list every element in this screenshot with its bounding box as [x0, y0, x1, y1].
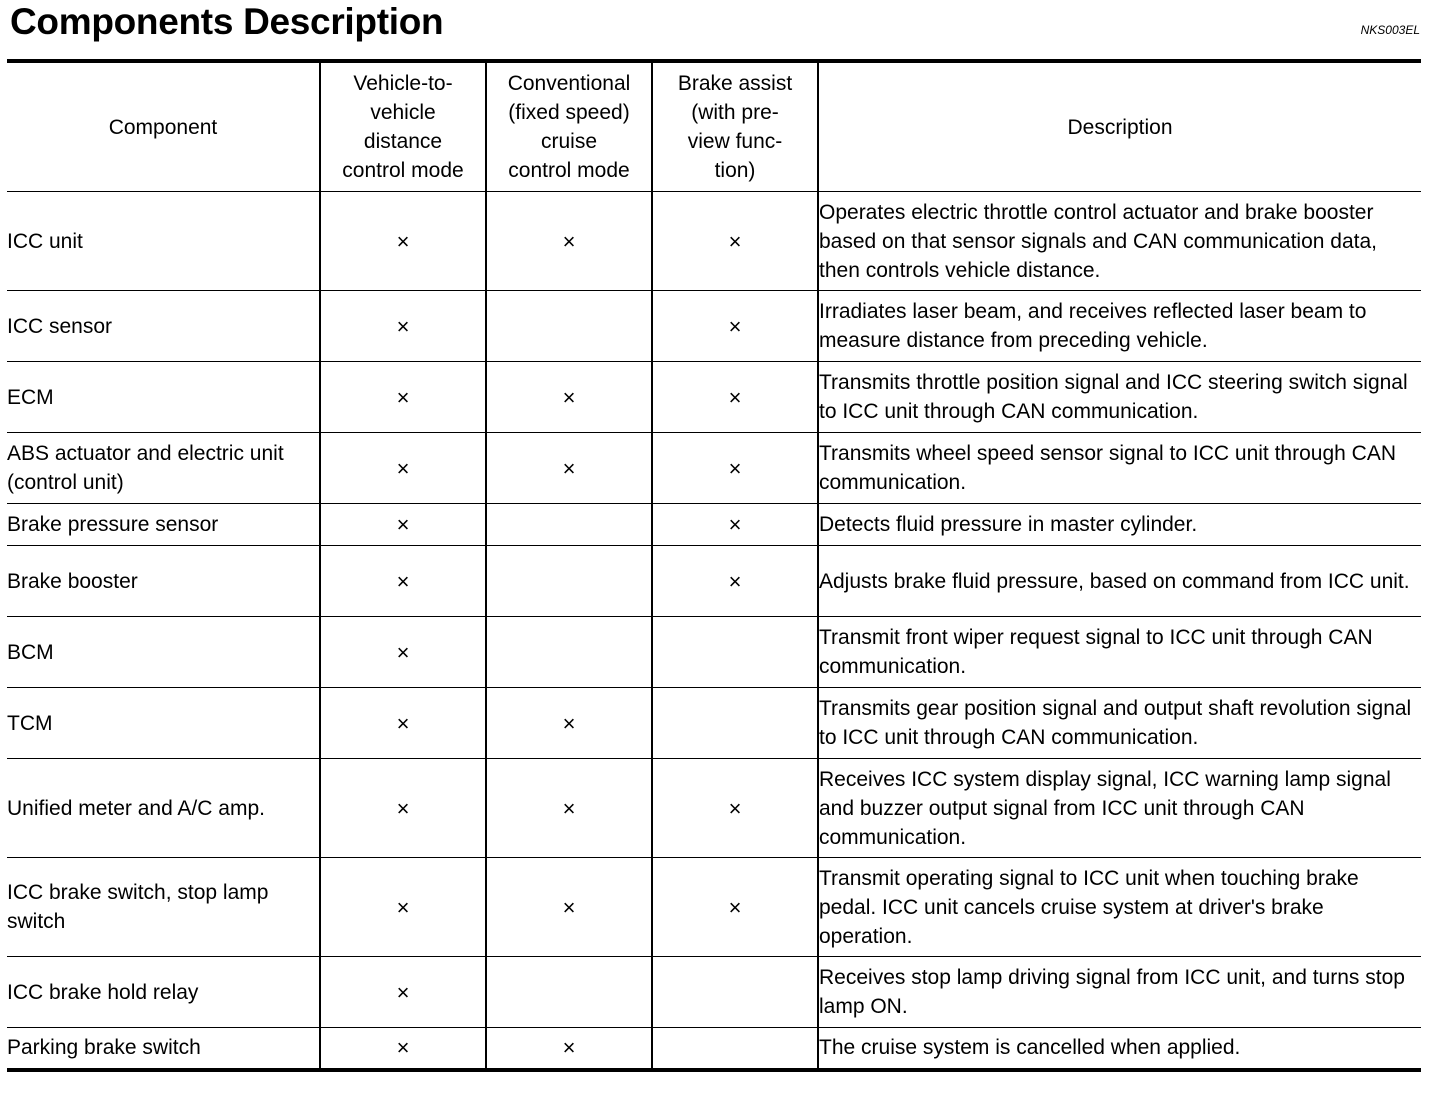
- conventional-mark: ×: [486, 192, 652, 291]
- brake-assist-mark: [652, 617, 818, 688]
- header-line: cruise: [540, 130, 598, 153]
- component-cell: TCM: [7, 688, 320, 759]
- vehicle-distance-mark: ×: [320, 504, 486, 546]
- description-cell: Transmits wheel speed sensor signal to ICC unit through CAN communication.: [818, 433, 1421, 504]
- header-line: control mode: [508, 159, 630, 182]
- header-description: Description: [818, 61, 1421, 192]
- document-code: NKS003EL: [1360, 23, 1420, 37]
- header-line: (with pre-: [691, 101, 779, 124]
- conventional-mark: ×: [486, 362, 652, 433]
- table-row: [7, 1028, 1421, 1070]
- table-row: [7, 433, 1421, 504]
- component-cell: ICC brake switch, stop lamp switch: [7, 858, 320, 957]
- vehicle-distance-mark: ×: [320, 617, 486, 688]
- vehicle-distance-mark: ×: [320, 192, 486, 291]
- component-cell: Unified meter and A/C amp.: [7, 759, 320, 858]
- vehicle-distance-mark: ×: [320, 1028, 486, 1070]
- conventional-mark: [486, 291, 652, 362]
- component-cell: BCM: [7, 617, 320, 688]
- description-cell: Transmit operating signal to ICC unit when touching brake pedal. ICC unit cancels cruise system at driver's brake operation.: [818, 858, 1421, 957]
- component-cell: ICC brake hold relay: [7, 957, 320, 1028]
- conventional-mark: ×: [486, 433, 652, 504]
- header-line: distance: [363, 130, 443, 153]
- description-cell: Transmit front wiper request signal to ICC unit through CAN communication.: [818, 617, 1421, 688]
- brake-assist-mark: ×: [652, 858, 818, 957]
- table-row: [7, 759, 1421, 858]
- header-component: Component: [7, 61, 320, 192]
- description-cell: Receives ICC system display signal, ICC warning lamp signal and buzzer output signal from ICC unit through CAN communication.: [818, 759, 1421, 858]
- component-cell: ICC unit: [7, 192, 320, 291]
- conventional-mark: [486, 504, 652, 546]
- header-line: vehicle: [370, 101, 436, 124]
- brake-assist-mark: ×: [652, 759, 818, 858]
- header-line: tion): [714, 159, 756, 182]
- vehicle-distance-mark: ×: [320, 957, 486, 1028]
- conventional-mark: ×: [486, 858, 652, 957]
- description-cell: Receives stop lamp driving signal from ICC unit, and turns stop lamp ON.: [818, 957, 1421, 1028]
- table-row: [7, 858, 1421, 957]
- vehicle-distance-mark: ×: [320, 688, 486, 759]
- conventional-mark: [486, 957, 652, 1028]
- vehicle-distance-mark: ×: [320, 433, 486, 504]
- description-cell: Adjusts brake fluid pressure, based on command from ICC unit.: [818, 546, 1421, 617]
- vehicle-distance-mark: ×: [320, 546, 486, 617]
- vehicle-distance-mark: ×: [320, 362, 486, 433]
- component-cell: Parking brake switch: [7, 1028, 320, 1070]
- header-line: Vehicle-to-: [353, 72, 453, 95]
- table-row: [7, 957, 1421, 1028]
- description-cell: Transmits gear position signal and output shaft revolution signal to ICC unit through CAN communication.: [818, 688, 1421, 759]
- header-brake-assist: [652, 61, 818, 192]
- vehicle-distance-mark: ×: [320, 759, 486, 858]
- table-header-row: [7, 61, 1421, 192]
- brake-assist-mark: ×: [652, 504, 818, 546]
- description-cell: Irradiates laser beam, and receives reflected laser beam to measure distance from preceding vehicle.: [818, 291, 1421, 362]
- table-row: [7, 546, 1421, 617]
- table-row: [7, 504, 1421, 546]
- table-row: [7, 617, 1421, 688]
- brake-assist-mark: ×: [652, 291, 818, 362]
- brake-assist-mark: [652, 1028, 818, 1070]
- header-vehicle-distance-mode: [320, 61, 486, 192]
- conventional-mark: ×: [486, 1028, 652, 1070]
- table-row: [7, 291, 1421, 362]
- description-cell: Operates electric throttle control actuator and brake booster based on that sensor signals and CAN communication data, then controls vehicle distance.: [818, 192, 1421, 291]
- brake-assist-mark: ×: [652, 433, 818, 504]
- conventional-mark: [486, 546, 652, 617]
- vehicle-distance-mark: ×: [320, 858, 486, 957]
- table-row: [7, 688, 1421, 759]
- page-title: Components Description: [10, 1, 444, 42]
- component-cell: ICC sensor: [7, 291, 320, 362]
- header-line: Conventional: [507, 72, 631, 95]
- conventional-mark: ×: [486, 759, 652, 858]
- brake-assist-mark: ×: [652, 192, 818, 291]
- description-cell: The cruise system is cancelled when applied.: [818, 1028, 1421, 1070]
- header-conventional-cruise-mode: [486, 61, 652, 192]
- component-cell: Brake booster: [7, 546, 320, 617]
- components-table: [7, 59, 1421, 1072]
- header-line: (fixed speed): [508, 101, 630, 124]
- description-cell: Detects fluid pressure in master cylinder.: [818, 504, 1421, 546]
- brake-assist-mark: ×: [652, 362, 818, 433]
- component-cell: ABS actuator and electric unit (control unit): [7, 433, 320, 504]
- conventional-mark: ×: [486, 688, 652, 759]
- header-line: control mode: [342, 159, 464, 182]
- header-line: Brake assist: [677, 72, 793, 95]
- brake-assist-mark: [652, 688, 818, 759]
- description-cell: Transmits throttle position signal and ICC steering switch signal to ICC unit through CAN communication.: [818, 362, 1421, 433]
- component-cell: Brake pressure sensor: [7, 504, 320, 546]
- brake-assist-mark: ×: [652, 546, 818, 617]
- brake-assist-mark: [652, 957, 818, 1028]
- component-cell: ECM: [7, 362, 320, 433]
- conventional-mark: [486, 617, 652, 688]
- table-row: [7, 362, 1421, 433]
- table-row: [7, 192, 1421, 291]
- header-line: view func-: [687, 130, 783, 153]
- vehicle-distance-mark: ×: [320, 291, 486, 362]
